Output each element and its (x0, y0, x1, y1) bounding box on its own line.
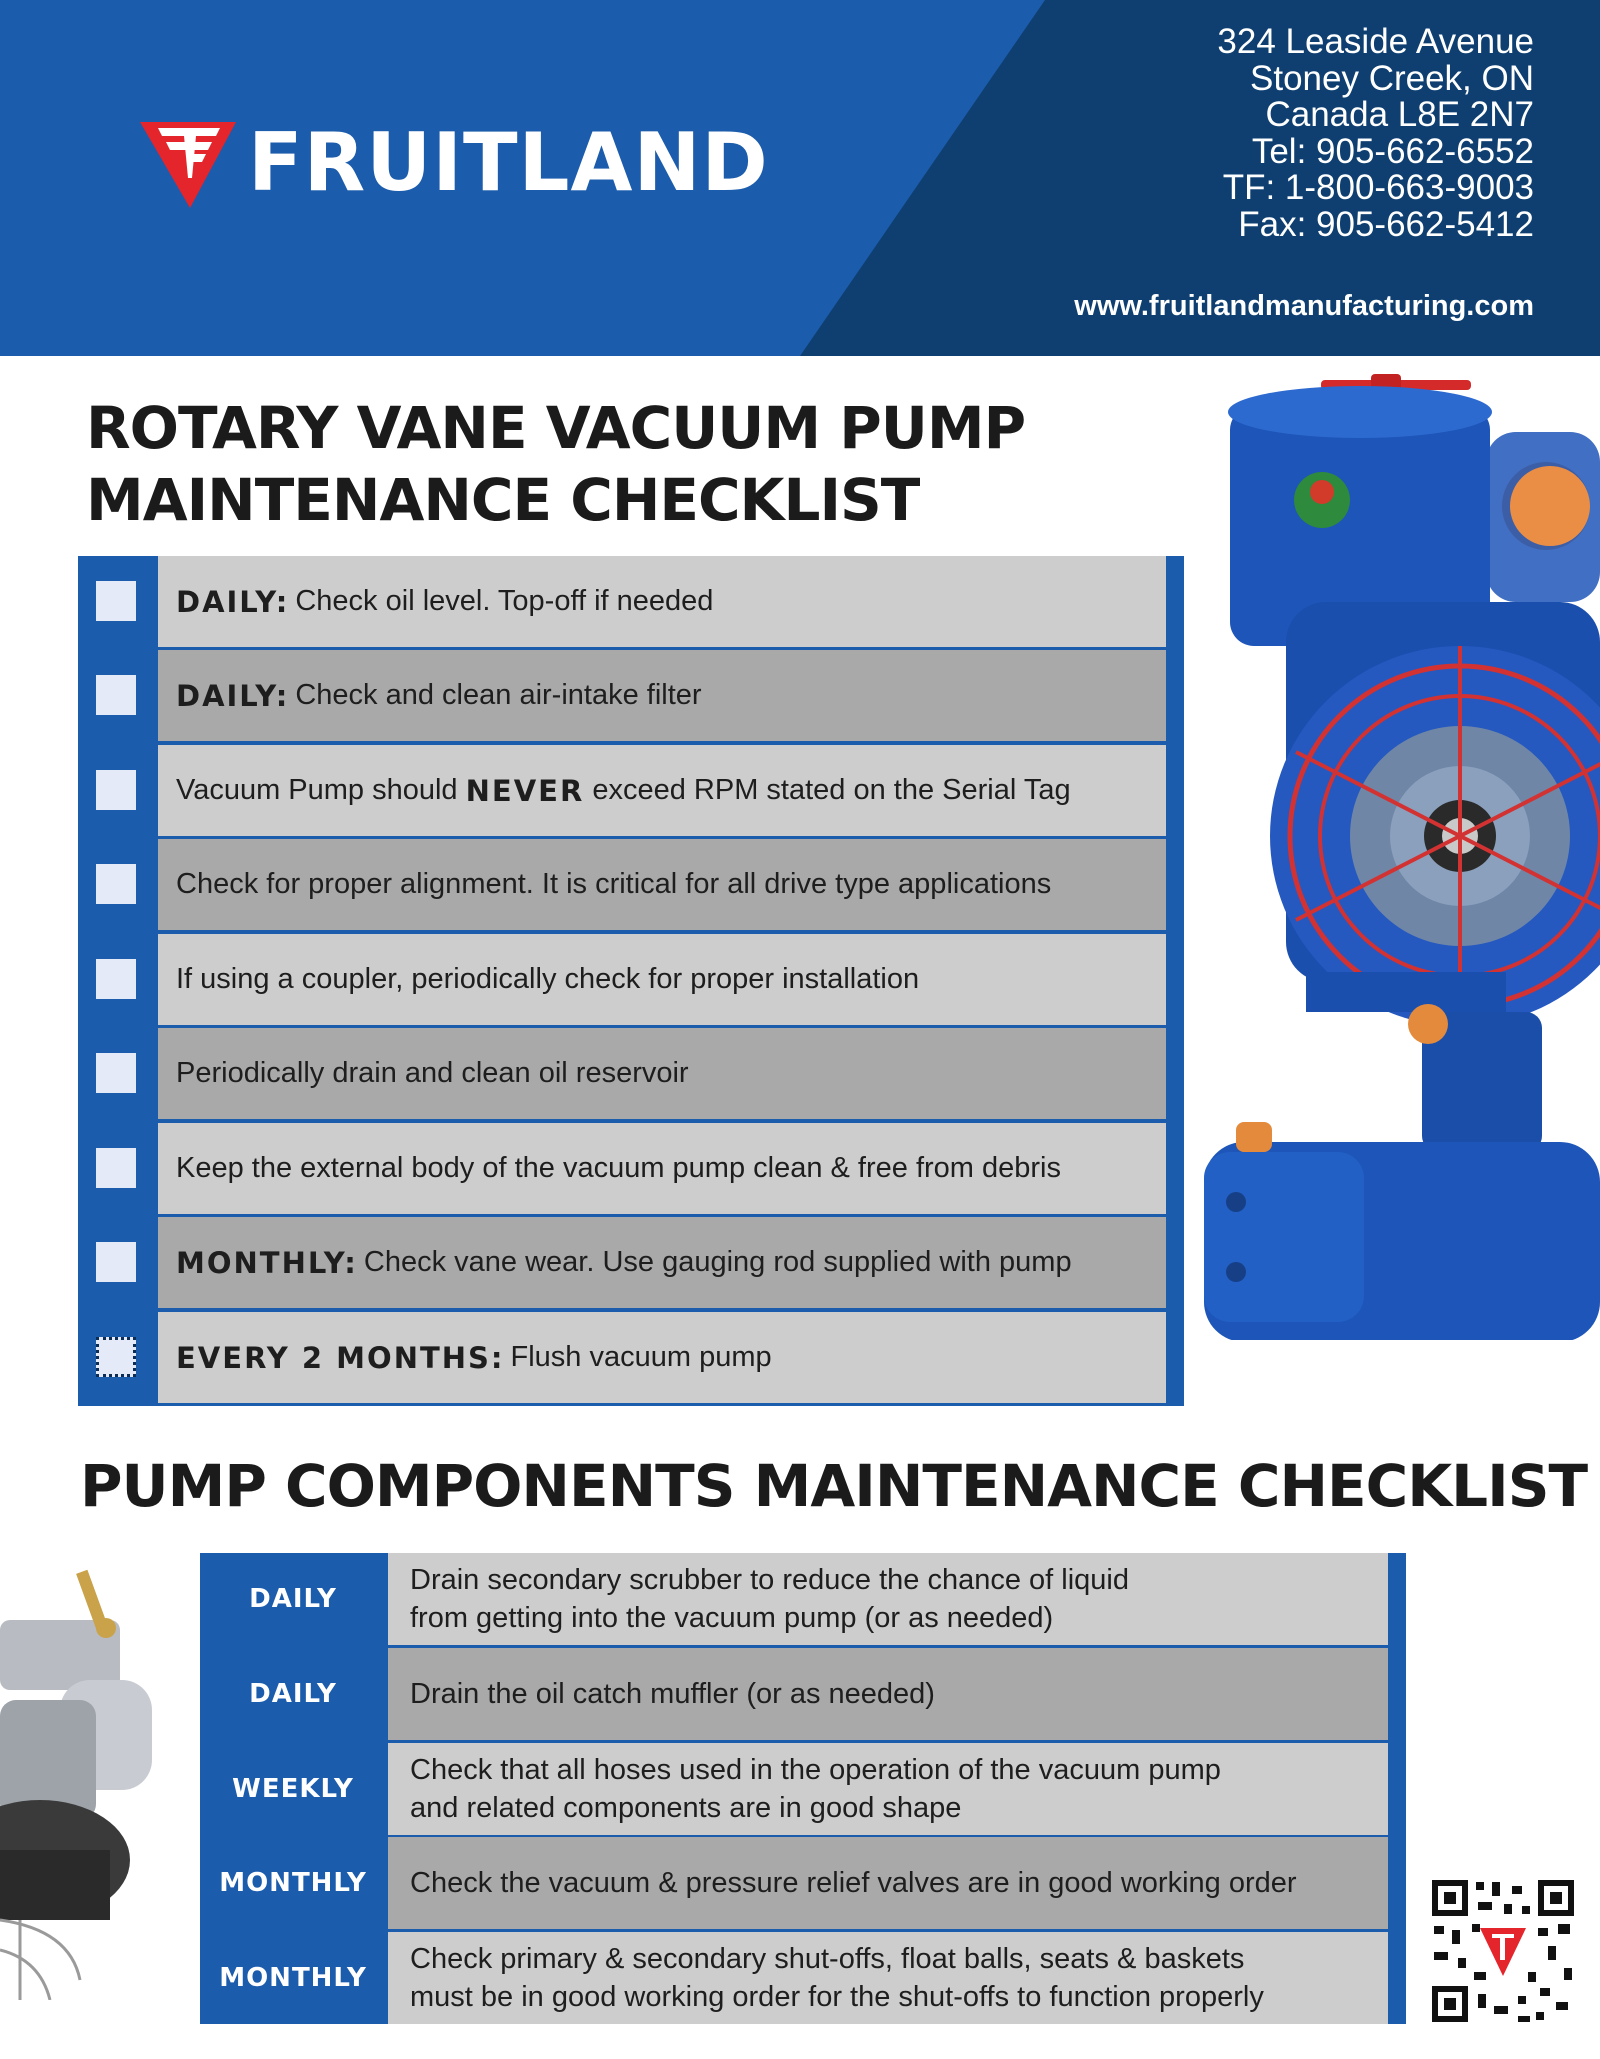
component-row (200, 1553, 1406, 1645)
checklist-item-text (78, 1217, 1164, 1308)
checklist-item-text (78, 556, 1164, 647)
website-link[interactable]: www.fruitlandmanufacturing.com (1074, 290, 1534, 322)
component-row (200, 1932, 1406, 2024)
qr-code[interactable] (1428, 1876, 1578, 2026)
checklist-row (78, 650, 1184, 741)
frequency-label: WEEKLY (232, 1774, 354, 1804)
rotary-vane-checklist (78, 556, 1184, 1406)
pump-components-checklist (200, 1553, 1406, 2024)
task-text (388, 1932, 1388, 2024)
component-row (200, 1743, 1406, 1835)
task-line: Drain the oil catch muffler (or as needed) (410, 1678, 935, 1710)
checklist-row (78, 839, 1184, 930)
title-line: ROTARY VANE VACUUM PUMP (86, 394, 1026, 462)
task-text: exceed RPM stated on the Serial Tag (584, 774, 1071, 806)
address-line: Stoney Creek, ON (1250, 58, 1534, 98)
task-text: Check for proper alignment. It is critical for all drive type applications (176, 868, 1052, 900)
checklist-row (78, 1123, 1184, 1214)
scrubber-illustration (0, 1560, 160, 2000)
task-text: Check oil level. Top-off if needed (295, 585, 714, 617)
fruitland-logo[interactable] (140, 118, 769, 208)
tollfree-line[interactable]: TF: 1-800-663-9003 (1222, 168, 1534, 207)
phone-line[interactable]: Tel: 905-662-6552 (1251, 131, 1534, 171)
frequency-label: EVERY 2 MONTHS: (176, 1340, 505, 1375)
component-row (200, 1837, 1406, 1929)
frequency-label: DAILY (249, 1679, 337, 1709)
task-line: Check primary & secondary shut-offs, float balls, seats & baskets (410, 1943, 1245, 1975)
task-text (388, 1648, 1388, 1740)
checklist-item-text (78, 650, 1164, 741)
never-emphasis: NEVER (465, 773, 585, 808)
frequency-label: MONTHLY: (176, 1245, 358, 1280)
checklist-row (78, 1217, 1184, 1308)
task-text (388, 1553, 1388, 1645)
header-banner (0, 0, 1600, 356)
task-text: Check vane wear. Use gauging rod supplied with pump (363, 1246, 1072, 1278)
task-line: Check that all hoses used in the operation of the vacuum pump (410, 1754, 1221, 1786)
frequency-label: DAILY (249, 1584, 337, 1614)
task-line: from getting into the vacuum pump (or as needed) (410, 1602, 1054, 1634)
checklist-row (78, 1028, 1184, 1119)
checklist-row (78, 1312, 1184, 1403)
task-text: If using a coupler, periodically check for proper installation (176, 963, 920, 995)
logo-wordmark: FRUITLAND (248, 116, 769, 209)
task-line: Drain secondary scrubber to reduce the chance of liquid (410, 1564, 1129, 1596)
address-line: 324 Leaside Avenue (1217, 22, 1534, 61)
checklist-item-text (78, 1028, 1164, 1119)
rotary-vane-title (86, 392, 1025, 536)
checklist-row (78, 934, 1184, 1025)
task-text: Keep the external body of the vacuum pump clean & free from debris (176, 1152, 1061, 1184)
company-address (1217, 24, 1534, 243)
task-text: Check and clean air-intake filter (295, 679, 702, 711)
task-text: Periodically drain and clean oil reservoir (176, 1057, 689, 1089)
frequency-label: DAILY: (176, 584, 290, 619)
component-row (200, 1648, 1406, 1740)
checklist-item-text (78, 1123, 1164, 1214)
task-text-prefix: Vacuum Pump should (176, 774, 466, 806)
task-line: and related components are in good shape (410, 1792, 962, 1824)
fruitland-logo-icon (140, 118, 236, 208)
checklist-row (78, 745, 1184, 836)
task-line: must be in good working order for the shut-offs to function properly (410, 1981, 1264, 2013)
frequency-label: MONTHLY (219, 1963, 367, 1993)
checklist-item-text (78, 1312, 1164, 1403)
frequency-label: MONTHLY (219, 1868, 367, 1898)
task-text: Flush vacuum pump (510, 1341, 772, 1373)
pump-components-title: PUMP COMPONENTS MAINTENANCE CHECKLIST (80, 1452, 1588, 1520)
checklist-item-text (78, 934, 1164, 1025)
address-line: Canada L8E 2N7 (1265, 95, 1534, 134)
fax-line: Fax: 905-662-5412 (1238, 204, 1534, 244)
vacuum-pump-illustration (1196, 372, 1600, 1340)
task-text (388, 1743, 1388, 1835)
checklist-row (78, 556, 1184, 647)
title-line: MAINTENANCE CHECKLIST (86, 466, 920, 534)
task-line: Check the vacuum & pressure relief valves are in good working order (410, 1867, 1297, 1899)
frequency-label: DAILY: (176, 678, 290, 713)
checklist-item-text (78, 839, 1164, 930)
checklist-item-text (78, 745, 1164, 836)
task-text (388, 1837, 1388, 1929)
